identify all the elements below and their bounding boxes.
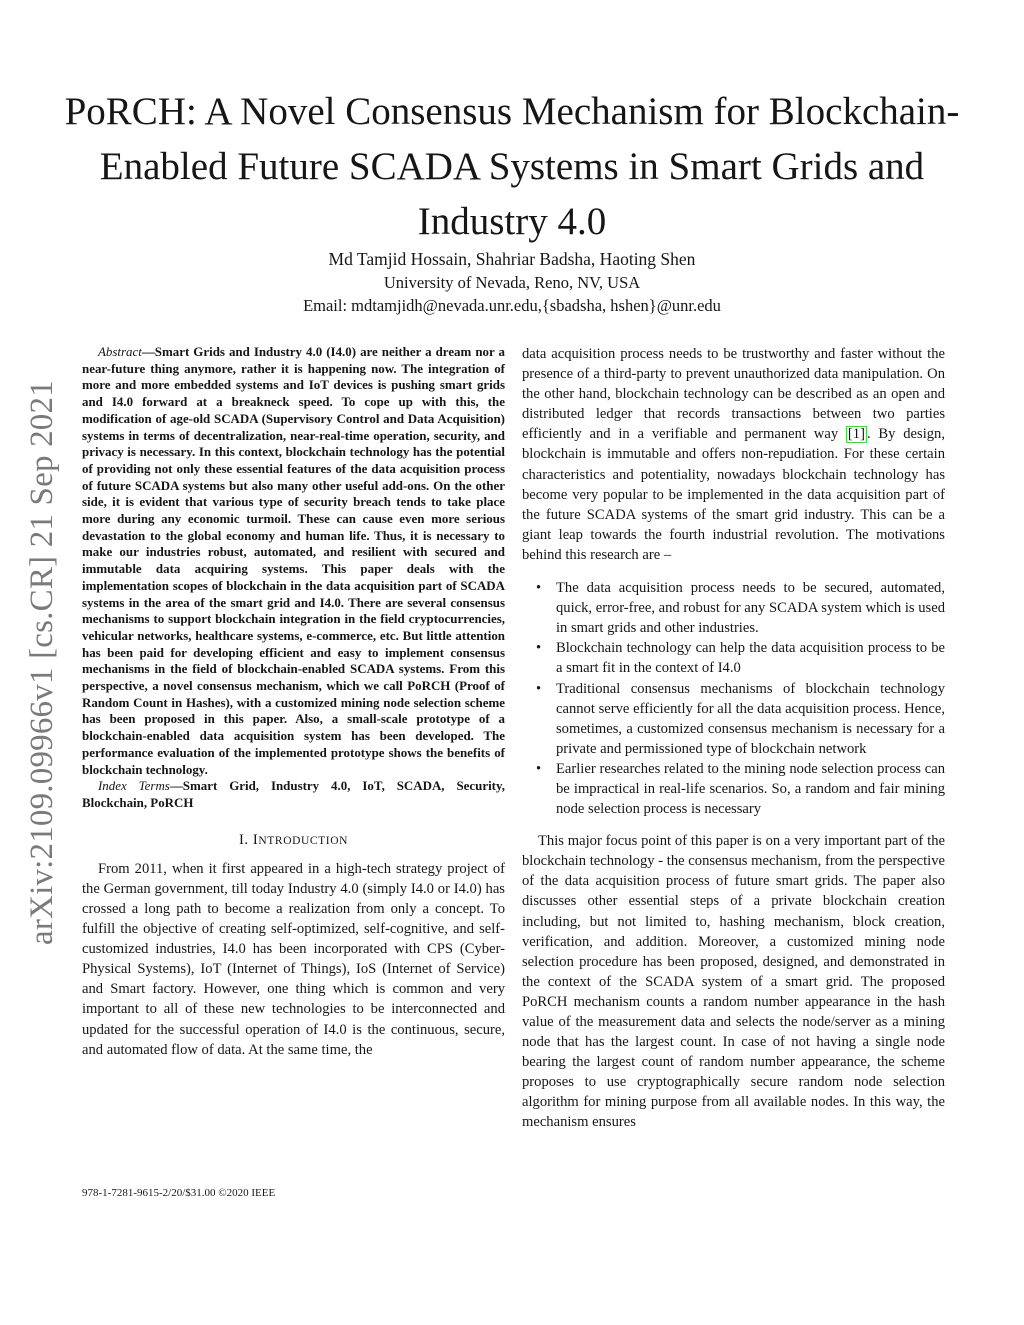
list-item (522, 679, 945, 759)
right-paragraph-1-text-b: . By design, blockchain is immutable and offers non-repudiation. For these certain characteristics and potentiality, nowadays blockchain technology has become very popular to be implemented in the data acquisition part of the future SCADA systems of the smart grid industry. This can be a giant leap towards the fourth industrial revolution. The motivations behind this research are – (522, 426, 945, 563)
abstract-text: —Smart Grids and Industry 4.0 (I4.0) are neither a dream nor a near-future thing anymore, rather it is happening now. The integration of more and more embedded systems and IoT devices is pushing smart grids and I4.0 forward at a breakneck speed. To cope up with this, the modification of age-old SCADA (Supervisory Control and Data Acquisition) systems in terms of decentralization, near-real-time operation, security, and privacy is necessary. In this context, blockchain technology has the potential of providing not only these essential features of the data acquisition process of future SCADA systems but also many other useful add-ons. On the other side, it is evident that various type of security breach tends to take place more during any economic turmoil. These can cause even more serious devastation to the global economy and human life. Thus, it is necessary to make our industries robust, automated, and resilient with secured and immutable data acquiring systems. This paper deals with the implementation scopes of blockchain in the data acquisition part of SCADA systems in the area of the smart grid and I4.0. There are several consensus mechanisms to support blockchain integration in the field cryptocurrencies, vehicular networks, healthcare systems, e-commerce, etc. But little attention has been paid for developing efficient and easy to implement consensus mechanisms in the field of blockchain-enabled SCADA systems. From this perspective, a novel consensus mechanism, which we call PoRCH (Proof of Random Count in Hashes), with a customized mining node selection scheme has been proposed in this paper. Also, a small-scale prototype of a blockchain-enabled data acquisition system has been developed. The performance evaluation of the implemented prototype shows the benefits of blockchain technology. (82, 344, 505, 777)
list-item (522, 638, 945, 678)
right-column (522, 344, 945, 1133)
motivation-list (522, 578, 945, 819)
introduction-paragraph: From 2011, when it first appeared in a high-tech strategy project of the German government, till today Industry 4.0 (simply I4.0 or I4.0) has crossed a long path to become a realization from only a concept. To fulfill the objective of creating self-optimized, self-cognitive, and self-customized industries, I4.0 has been incorporated with CPS (Cyber-Physical Systems), IoT (Internet of Things), IoS (Internet of Service) and Smart factory. However, one thing which is common and very important to all of these new technologies to be interconnected and updated for the successful operation of I4.0 is the continuous, secure, and automated flow of data. At the same time, the (82, 860, 505, 1058)
list-item-text: Traditional consensus mechanisms of blockchain technology cannot serve efficiently for all the data acquisition process. Hence, sometimes, a customized consensus mechanism is necessary for a private and permissioned type of blockchain network (556, 680, 945, 757)
author-names: Md Tamjid Hossain, Shahriar Badsha, Haoting Shen (328, 249, 696, 269)
bullet-icon: • (536, 680, 542, 697)
index-terms-text: —Smart Grid, Industry 4.0, IoT, SCADA, Security, Blockchain, PoRCH (82, 778, 505, 810)
section-number: I. (238, 831, 249, 848)
bullet-icon: • (536, 760, 542, 777)
list-item-text: Blockchain technology can help the data acquisition process to be a smart fit in the context of I4.0 (556, 640, 945, 677)
abstract-label: Abstract (98, 344, 142, 359)
list-item-text: Earlier researches related to the mining node selection process can be impractical in real-life scenarios. So, a random and fair mining node selection process is necessary (556, 760, 945, 818)
section-heading-rest: NTRODUCTION (258, 834, 349, 847)
paper-title: PoRCH: A Novel Consensus Mechanism for Blockchain-Enabled Future SCADA Systems in Smart Grids and Industry 4.0 (64, 90, 960, 243)
list-item (522, 759, 945, 819)
index-terms (82, 778, 505, 811)
bullet-icon: • (536, 580, 542, 597)
arxiv-identifier-stamp: arXiv:2109.09966v1 [cs.CR] 21 Sep 2021 (24, 380, 60, 945)
left-column (82, 344, 505, 1060)
right-paragraph-1 (522, 344, 945, 565)
section-heading-initial: I (252, 831, 259, 848)
list-item-text: The data acquisition process needs to be secured, automated, quick, error-free, and robust for any SCADA system which is used in smart grids and other industries. (556, 580, 945, 637)
bullet-icon: • (536, 640, 542, 657)
index-terms-label: Index Terms (98, 778, 170, 794)
right-paragraph-2: This major focus point of this paper is on a very important part of the blockchain technology - the consensus mechanism, from the perspective of the data acquisition process of future smart grids. The paper also discusses other essential steps of a private blockchain creation including, but not limited to, hashing mechanism, block creation, verification, and addition. Moreover, a customized mining node selection procedure has been proposed, designed, and demonstrated in the context of the SCADA system of a smart grid. The proposed PoRCH mechanism counts a random number appearance in the hash value of the measurement data and selects the node/server as a mining node that has the largest count. In case of not having a single node bearing the largest count of random number appearance, the scheme proposes to use cryptographically secure random node selection algorithm for mining purpose from all available nodes. In this way, the mechanism ensures (522, 833, 945, 1131)
copyright-footer: 978-1-7281-9615-2/20/$31.00 ©2020 IEEE (82, 1187, 276, 1199)
author-email: Email: mdtamjidh@nevada.unr.edu,{sbadsha, hshen}@unr.edu (303, 296, 721, 315)
author-affiliation: University of Nevada, Reno, NV, USA (383, 273, 641, 292)
abstract (82, 344, 505, 778)
right-paragraph-1-text-a: data acquisition process needs to be trustworthy and faster without the presence of a third-party to prevent unauthorized data manipulation. On the other hand, blockchain technology can be described as an open and distributed ledger that records transactions between two parties efficiently and in a verifiable and permanent way (522, 346, 945, 443)
author-block (60, 248, 964, 317)
list-item (522, 578, 945, 638)
citation-link-1[interactable]: [1] (847, 426, 865, 443)
section-heading-introduction (82, 830, 505, 851)
